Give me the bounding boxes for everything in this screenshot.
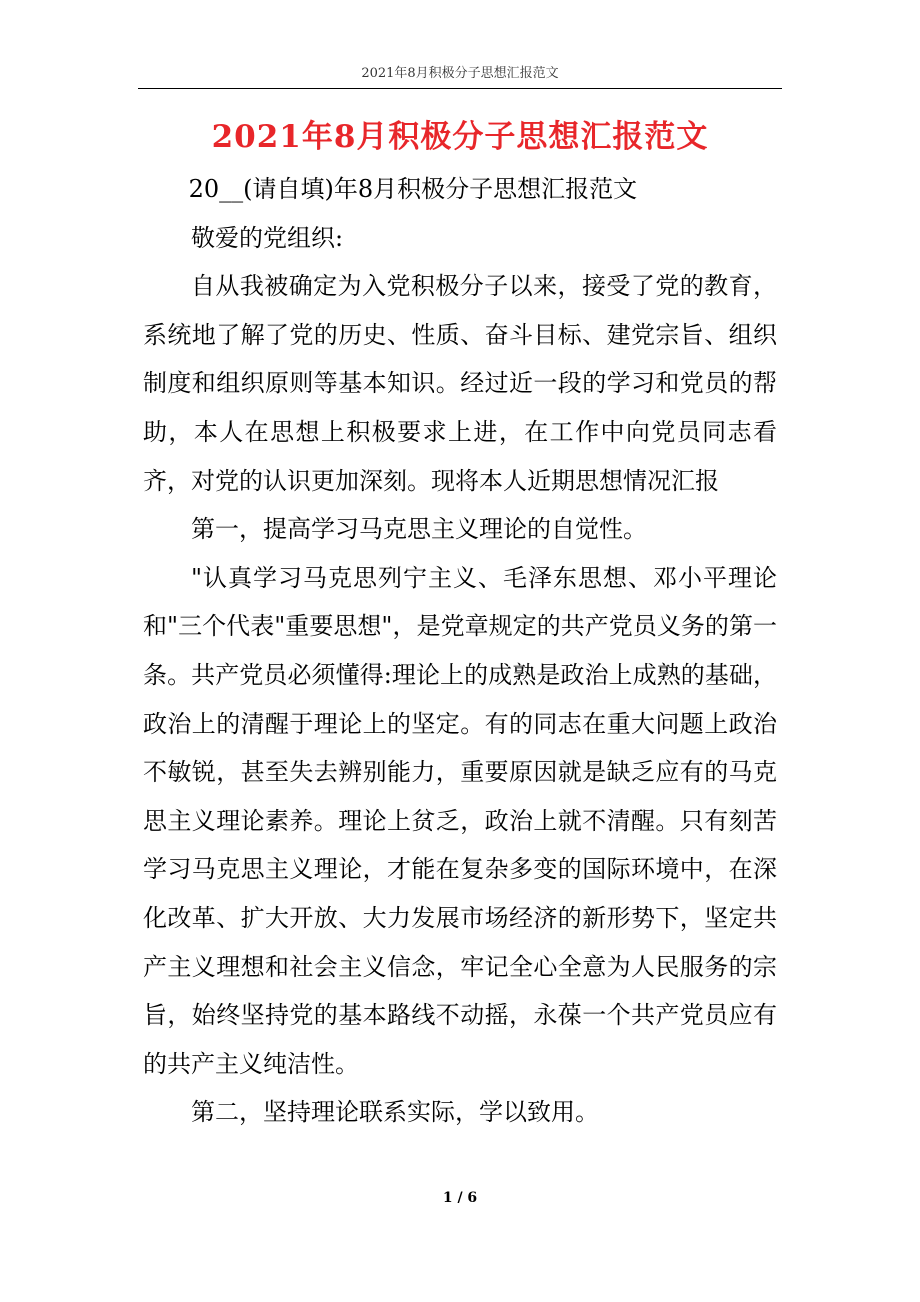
running-header: 2021年8月积极分子思想汇报范文	[361, 66, 559, 81]
document-title: 2021年8月积极分子思想汇报范文	[211, 119, 709, 155]
section-heading-first: 第一，提高学习马克思主义理论的自觉性。	[191, 515, 647, 544]
page-number: 1 / 6	[442, 1190, 478, 1206]
document-subtitle: 20__(请自填)年8月积极分子思想汇报范文	[188, 175, 638, 203]
paragraph-theory: "认真学习马克思列宁主义、毛泽东思想、邓小平理论和"三个代表"重要思想"，是党章规定的共产党员义务的第一条。共产党员必须懂得:理论上的成熟是政治上成熟的基础，政治上的清醒于理论上的坚定。有的同志在重大问题上政治不敏锐，甚至失去辨别能力，重要原因就是缺乏应有的马克思主义理论素养。理论上贫乏，政治上就不清醒。只有刻苦学习马克思主义理论，才能在复杂多变的国际环境中，在深化改革、扩大开放、大力发展市场经济的新形势下，坚定共产主义理想和社会主义信念，牢记全心全意为人民服务的宗旨，始终坚持党的基本路线不动摇，永葆一个共产党员应有的共产主义纯洁性。	[143, 563, 777, 1078]
paragraph-intro: 自从我被确定为入党积极分子以来，接受了党的教育，系统地了解了党的历史、性质、奋斗目标、建党宗旨、组织制度和组织原则等基本知识。经过近一段的学习和党员的帮助，本人在思想上积极要求上进，在工作中向党员同志看齐，对党的认识更加深刻。现将本人近期思想情况汇报	[143, 272, 777, 495]
section-heading-second: 第二，坚持理论联系实际，学以致用。	[191, 1098, 599, 1127]
salutation: 敬爱的党组织:	[191, 223, 344, 252]
header-divider	[138, 88, 782, 89]
document-body	[143, 165, 777, 1137]
